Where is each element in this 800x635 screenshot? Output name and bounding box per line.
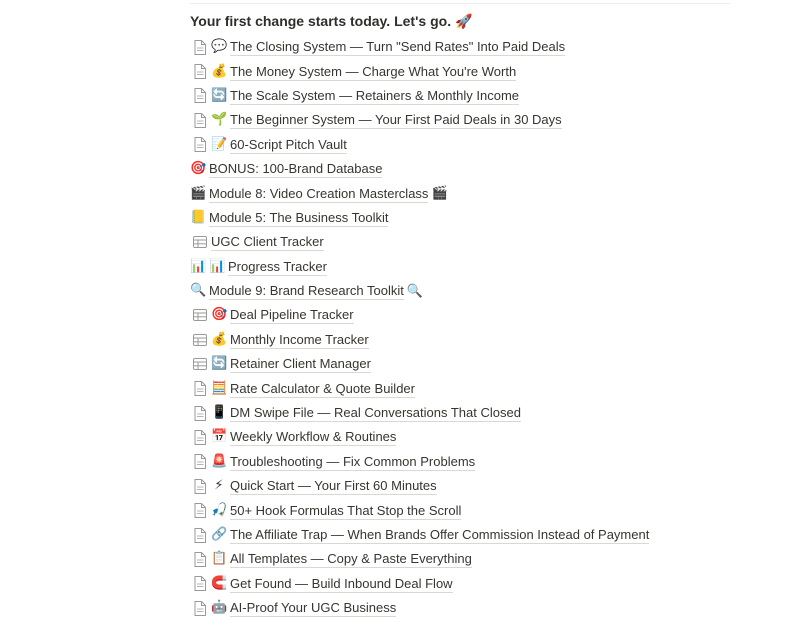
subpage-link-label: The Money System — Charge What You're Worth <box>230 63 517 79</box>
page-icon <box>192 600 208 616</box>
subpage-link-label: 60-Script Pitch Vault <box>230 136 347 152</box>
subpage-link-label: UGC Client Tracker <box>211 234 324 250</box>
subpage-link-label: The Affiliate Trap — When Brands Offer Commission Instead of Payment <box>230 527 650 542</box>
divider <box>190 3 730 4</box>
subpage-link[interactable] <box>190 328 750 352</box>
emoji-icon: 📋 <box>211 551 228 567</box>
subpage-link[interactable] <box>190 181 750 205</box>
subpage-link-label: 50+ Hook Formulas That Stop the Scroll <box>230 502 462 518</box>
emoji-icon: 🎣 <box>211 502 228 518</box>
emoji-icon: 🧮 <box>211 380 228 396</box>
subpage-link-label: BONUS: 100-Brand Database <box>209 161 383 177</box>
subpage-link[interactable] <box>190 206 750 230</box>
subpage-link[interactable] <box>190 230 750 254</box>
emoji-icon: 🔗 <box>211 527 228 542</box>
table-icon <box>192 332 208 348</box>
subpage-link-label: Module 5: The Business Toolkit <box>209 209 389 225</box>
subpage-link-label: Module 8: Video Creation Masterclass <box>209 185 429 201</box>
table-icon <box>192 307 208 323</box>
trailing-emoji-icon: 🔍 <box>406 283 424 299</box>
emoji-icon: 📱 <box>211 405 228 421</box>
subpage-link-label: Get Found — Build Inbound Deal Flow <box>230 575 453 591</box>
subpage-link-label: Retainer Client Manager <box>230 356 371 372</box>
subpage-link[interactable] <box>190 572 750 596</box>
page-icon <box>192 137 208 153</box>
emoji-icon: 🚨 <box>211 453 228 469</box>
subpage-link[interactable] <box>190 450 750 474</box>
subpage-link-label: AI-Proof Your UGC Business <box>230 600 397 616</box>
emoji-icon: 🎯 <box>211 307 228 323</box>
subpage-link[interactable] <box>190 108 750 132</box>
subpage-link[interactable] <box>190 425 750 449</box>
subpage-link[interactable] <box>190 59 750 83</box>
page-icon <box>192 576 208 592</box>
page-icon <box>192 551 208 567</box>
subpage-link-label: The Closing System — Turn "Send Rates" Into Paid Deals <box>230 39 566 55</box>
subpage-link-label: DM Swipe File — Real Conversations That Closed <box>230 405 521 421</box>
emoji-icon: 📒 <box>190 209 207 225</box>
subpage-link-label: Progress Tracker <box>228 258 327 274</box>
page-icon <box>192 39 208 55</box>
table-icon <box>192 356 208 372</box>
page-icon <box>192 454 208 470</box>
emoji-icon: 🔍 <box>190 283 207 299</box>
subpage-link-label: Rate Calculator & Quote Builder <box>230 380 415 396</box>
page-icon <box>192 429 208 445</box>
subpage-link[interactable] <box>190 279 750 303</box>
emoji-icon: 🔄 <box>211 356 228 372</box>
subpage-link[interactable] <box>190 376 750 400</box>
subpage-list <box>190 35 750 620</box>
subpage-link[interactable] <box>190 303 750 327</box>
subpage-link-label: The Scale System — Retainers & Monthly Income <box>230 87 520 103</box>
emoji-icon: 📊 <box>209 258 226 274</box>
subpage-link[interactable] <box>190 84 750 108</box>
subpage-link[interactable] <box>190 547 750 571</box>
intro-text: Your first change starts today. Let's go. 🚀 <box>190 13 473 29</box>
subpage-link-label: Troubleshooting — Fix Common Problems <box>230 453 476 469</box>
page-icon <box>192 64 208 80</box>
emoji-icon: 📊 <box>190 258 207 274</box>
emoji-icon: 📝 <box>211 136 228 152</box>
subpage-link-label: Module 9: Brand Research Toolkit <box>209 283 404 299</box>
subpage-link-label: Deal Pipeline Tracker <box>230 307 354 323</box>
page-icon <box>192 478 208 494</box>
subpage-link-label: Quick Start — Your First 60 Minutes <box>230 478 437 494</box>
emoji-icon: 🎬 <box>190 185 207 201</box>
emoji-icon: 🤖 <box>211 600 228 616</box>
emoji-icon: 📅 <box>211 429 228 445</box>
subpage-link[interactable] <box>190 596 750 620</box>
subpage-link-label: The Beginner System — Your First Paid Deals in 30 Days <box>230 112 562 128</box>
page-icon <box>192 405 208 421</box>
emoji-icon: 💬 <box>211 39 228 55</box>
subpage-link[interactable] <box>190 255 750 279</box>
page-icon <box>192 503 208 519</box>
emoji-icon: 🎯 <box>190 161 207 177</box>
subpage-link[interactable] <box>190 474 750 498</box>
emoji-icon: 💰 <box>211 331 228 347</box>
subpage-link[interactable] <box>190 352 750 376</box>
subpage-link[interactable] <box>190 401 750 425</box>
emoji-icon: 🌱 <box>211 112 228 128</box>
subpage-link-label: Monthly Income Tracker <box>230 331 369 347</box>
subpage-link[interactable] <box>190 157 750 181</box>
emoji-icon: 💰 <box>211 63 228 79</box>
page-icon <box>192 88 208 104</box>
subpage-link-label: Weekly Workflow & Routines <box>230 429 397 445</box>
table-icon <box>192 234 208 250</box>
subpage-link[interactable] <box>190 523 750 547</box>
page-icon <box>192 112 208 128</box>
emoji-icon: ⚡ <box>214 478 224 494</box>
trailing-emoji-icon: 🎬 <box>431 186 448 202</box>
subpage-link-label: All Templates — Copy & Paste Everything <box>230 551 472 567</box>
emoji-icon: 🔄 <box>211 87 228 103</box>
subpage-link[interactable] <box>190 133 750 157</box>
page-icon <box>192 527 208 543</box>
subpage-link[interactable] <box>190 498 750 522</box>
emoji-icon: 🧲 <box>211 575 228 591</box>
page-icon <box>192 381 208 397</box>
subpage-link[interactable] <box>190 35 750 59</box>
